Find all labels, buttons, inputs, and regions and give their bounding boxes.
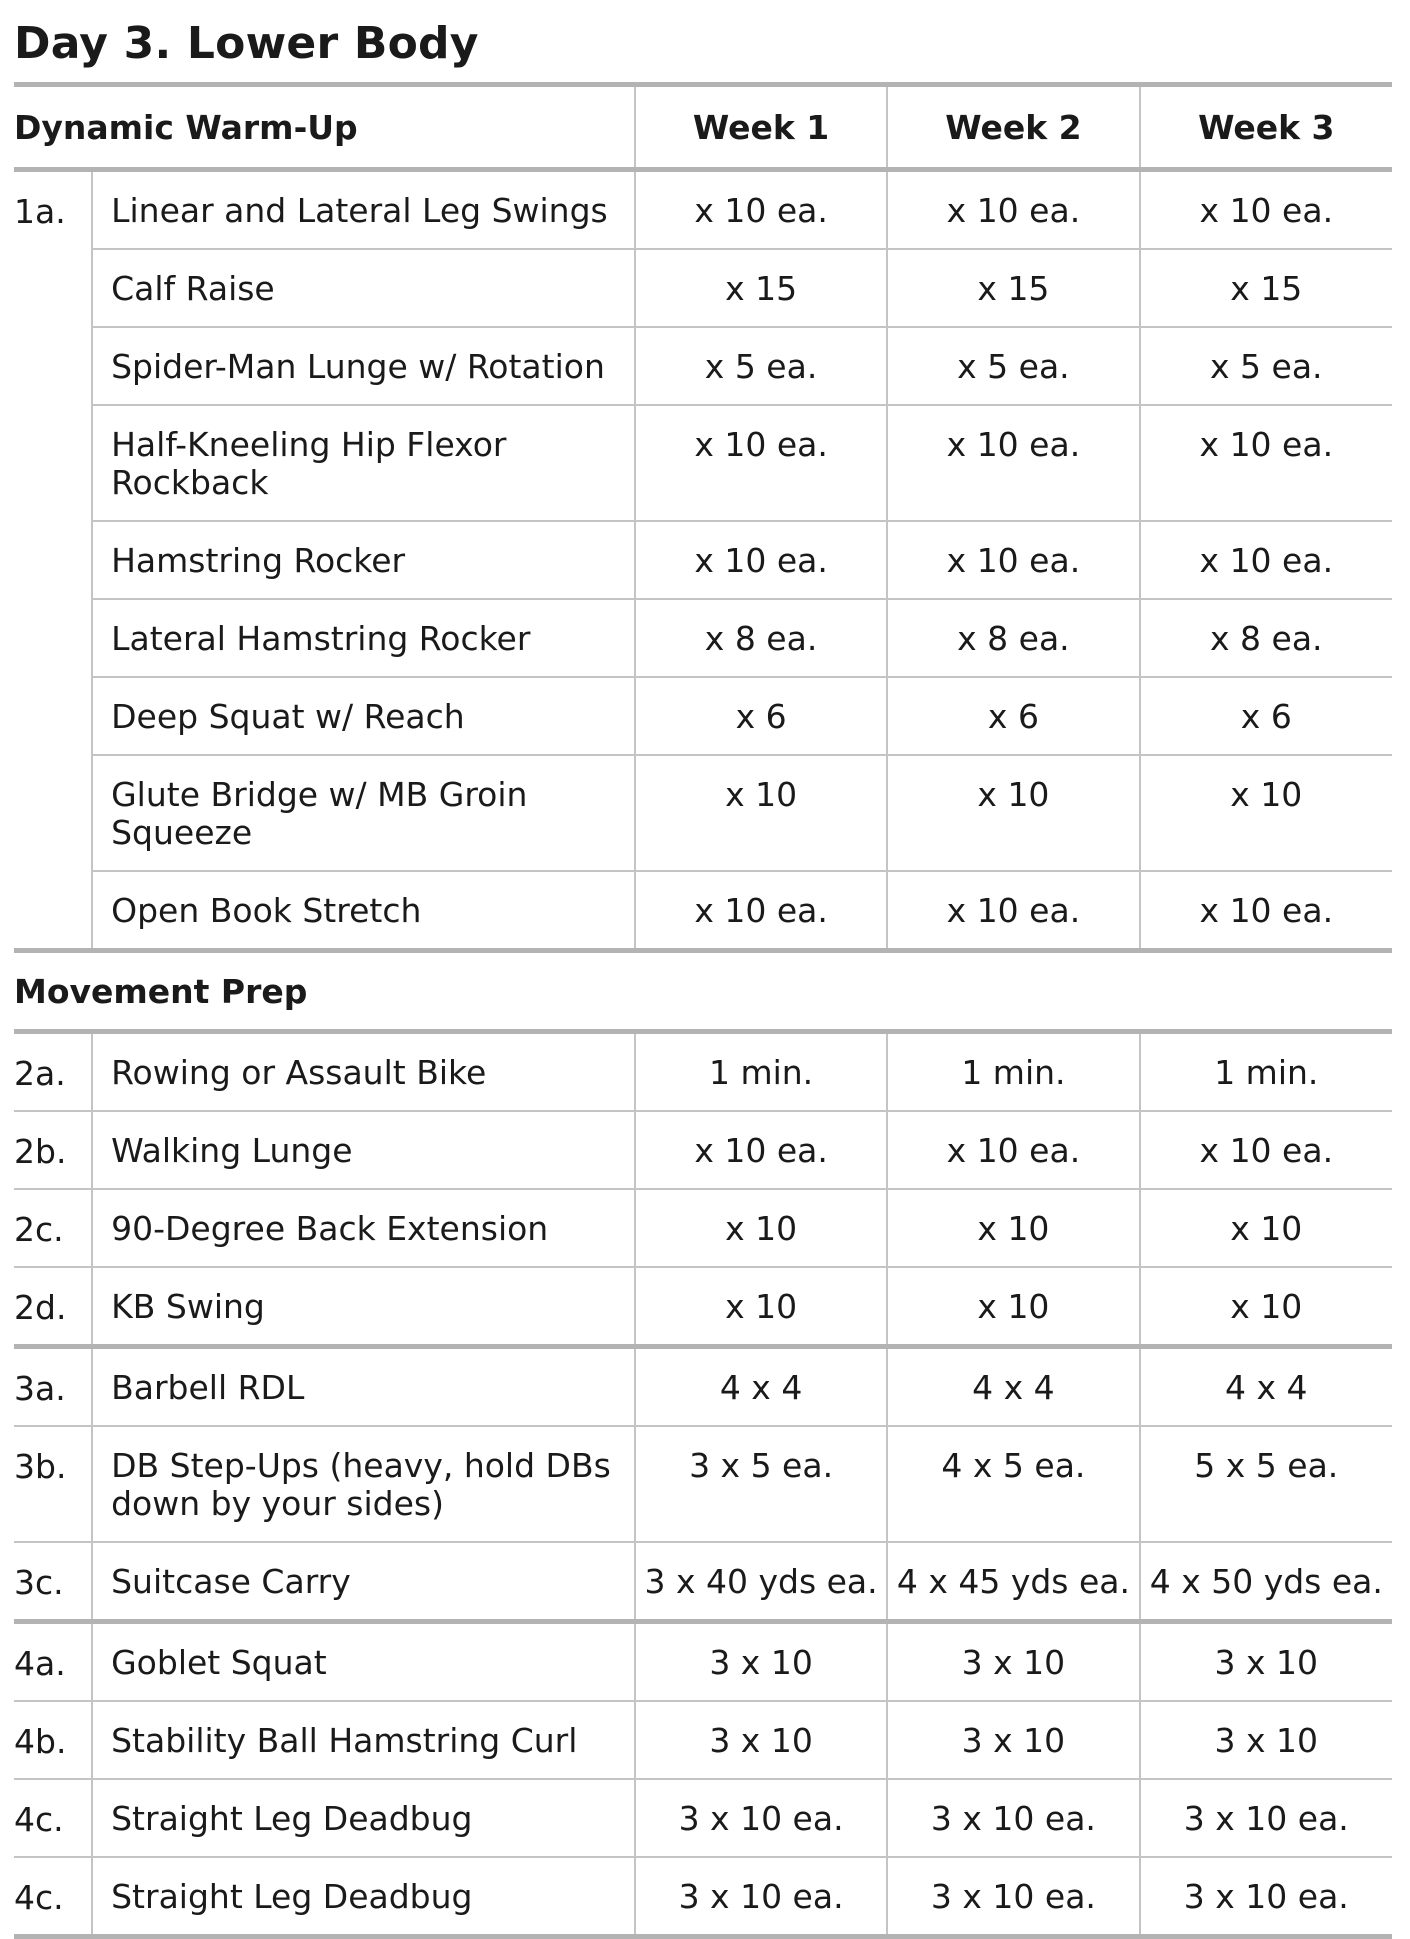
table-row (14, 599, 1392, 677)
week-1-value: x 15 (635, 249, 887, 327)
exercise-number (14, 599, 92, 677)
week-2-value: x 10 (887, 1189, 1139, 1267)
workout-table (14, 82, 1392, 1939)
exercise-number (14, 871, 92, 951)
table-row (14, 1622, 1392, 1702)
week-1-value: x 10 ea. (635, 170, 887, 250)
table-row (14, 1701, 1392, 1779)
week-2-value: x 15 (887, 249, 1139, 327)
week-1-value: 3 x 10 ea. (635, 1857, 887, 1937)
exercise-name: Straight Leg Deadbug (92, 1857, 635, 1937)
exercise-name: Lateral Hamstring Rocker (92, 599, 635, 677)
exercise-number: 4b. (14, 1701, 92, 1779)
exercise-name: Half-Kneeling Hip Flexor Rockback (92, 405, 635, 521)
week-1-value: 3 x 40 yds ea. (635, 1542, 887, 1622)
exercise-number: 2b. (14, 1111, 92, 1189)
exercise-name: Glute Bridge w/ MB Groin Squeeze (92, 755, 635, 871)
week-1-value: 1 min. (635, 1032, 887, 1112)
exercise-name: Rowing or Assault Bike (92, 1032, 635, 1112)
week-2-value: x 8 ea. (887, 599, 1139, 677)
table-row (14, 871, 1392, 951)
week-1-value: x 10 ea. (635, 521, 887, 599)
week-3-value: x 6 (1140, 677, 1392, 755)
week-2-value: x 5 ea. (887, 327, 1139, 405)
week-3-value: x 10 (1140, 1189, 1392, 1267)
table-row (14, 405, 1392, 521)
week-1-value: 3 x 10 (635, 1701, 887, 1779)
week-3-value: x 10 ea. (1140, 170, 1392, 250)
week-1-value: x 10 ea. (635, 405, 887, 521)
column-header-week-2: Week 2 (887, 85, 1139, 170)
week-2-value: 3 x 10 (887, 1701, 1139, 1779)
exercise-name: KB Swing (92, 1267, 635, 1347)
week-2-value: 3 x 10 ea. (887, 1779, 1139, 1857)
warmup-section (14, 170, 1392, 951)
exercise-name: Spider-Man Lunge w/ Rotation (92, 327, 635, 405)
exercise-name: Hamstring Rocker (92, 521, 635, 599)
exercise-name: Deep Squat w/ Reach (92, 677, 635, 755)
table-header-row (14, 85, 1392, 170)
exercise-number: 2c. (14, 1189, 92, 1267)
exercise-name: Calf Raise (92, 249, 635, 327)
week-1-value: 4 x 4 (635, 1347, 887, 1427)
column-header-week-3: Week 3 (1140, 85, 1392, 170)
week-3-value: x 10 ea. (1140, 1111, 1392, 1189)
week-3-value: x 10 (1140, 755, 1392, 871)
week-2-value: x 10 (887, 755, 1139, 871)
week-1-value: 3 x 10 ea. (635, 1779, 887, 1857)
week-2-value: x 10 ea. (887, 170, 1139, 250)
week-2-value: 4 x 45 yds ea. (887, 1542, 1139, 1622)
week-3-value: 1 min. (1140, 1032, 1392, 1112)
table-row (14, 1347, 1392, 1427)
column-header-week-1: Week 1 (635, 85, 887, 170)
movement-prep-section (14, 1032, 1392, 1937)
table-row (14, 1267, 1392, 1347)
exercise-number: 3b. (14, 1426, 92, 1542)
week-3-value: x 15 (1140, 249, 1392, 327)
table-row (14, 1542, 1392, 1622)
week-1-value: x 10 ea. (635, 871, 887, 951)
week-1-value: x 10 (635, 1189, 887, 1267)
exercise-number (14, 521, 92, 599)
exercise-name: Stability Ball Hamstring Curl (92, 1701, 635, 1779)
week-1-value: x 10 ea. (635, 1111, 887, 1189)
section-title-movement-prep: Movement Prep (14, 951, 1392, 1032)
exercise-number: 4a. (14, 1622, 92, 1702)
week-3-value: 5 x 5 ea. (1140, 1426, 1392, 1542)
week-2-value: x 10 ea. (887, 871, 1139, 951)
exercise-name: Linear and Lateral Leg Swings (92, 170, 635, 250)
week-3-value: 4 x 4 (1140, 1347, 1392, 1427)
table-row (14, 1426, 1392, 1542)
exercise-name: Goblet Squat (92, 1622, 635, 1702)
week-1-value: x 8 ea. (635, 599, 887, 677)
week-3-value: x 10 ea. (1140, 521, 1392, 599)
exercise-number: 1a. (14, 192, 66, 231)
week-2-value: x 10 ea. (887, 405, 1139, 521)
week-1-value: x 10 (635, 755, 887, 871)
table-row (14, 521, 1392, 599)
week-2-value: 1 min. (887, 1032, 1139, 1112)
exercise-number: 4c. (14, 1857, 92, 1937)
exercise-number (14, 677, 92, 755)
section-header-row (14, 951, 1392, 1032)
exercise-number (14, 249, 92, 327)
week-1-value: x 10 (635, 1267, 887, 1347)
week-3-value: 3 x 10 ea. (1140, 1857, 1392, 1937)
table-row (14, 1032, 1392, 1112)
week-3-value: x 10 ea. (1140, 405, 1392, 521)
exercise-number: 3c. (14, 1542, 92, 1622)
table-row (14, 755, 1392, 871)
exercise-number (14, 327, 92, 405)
week-3-value: x 10 ea. (1140, 871, 1392, 951)
week-3-value: x 5 ea. (1140, 327, 1392, 405)
week-3-value: x 8 ea. (1140, 599, 1392, 677)
exercise-number: 2d. (14, 1267, 92, 1347)
week-2-value: 3 x 10 ea. (887, 1857, 1139, 1937)
week-2-value: 4 x 4 (887, 1347, 1139, 1427)
exercise-name: 90-Degree Back Extension (92, 1189, 635, 1267)
exercise-name: Straight Leg Deadbug (92, 1779, 635, 1857)
week-1-value: x 5 ea. (635, 327, 887, 405)
week-3-value: 3 x 10 ea. (1140, 1779, 1392, 1857)
table-row (14, 1779, 1392, 1857)
exercise-name: Barbell RDL (92, 1347, 635, 1427)
table-row (14, 249, 1392, 327)
table-row (14, 1857, 1392, 1937)
section-title-warmup: Dynamic Warm-Up (14, 85, 635, 170)
week-3-value: 3 x 10 (1140, 1701, 1392, 1779)
exercise-name: Suitcase Carry (92, 1542, 635, 1622)
exercise-number: 3a. (14, 1347, 92, 1427)
week-2-value: x 10 ea. (887, 521, 1139, 599)
table-row (14, 1189, 1392, 1267)
week-3-value: 4 x 50 yds ea. (1140, 1542, 1392, 1622)
week-1-value: x 6 (635, 677, 887, 755)
exercise-number (14, 755, 92, 871)
table-row (14, 1111, 1392, 1189)
week-2-value: x 6 (887, 677, 1139, 755)
week-2-value: 3 x 10 (887, 1622, 1139, 1702)
week-2-value: x 10 (887, 1267, 1139, 1347)
table-row (14, 170, 1392, 250)
week-2-value: 4 x 5 ea. (887, 1426, 1139, 1542)
exercise-number: 4c. (14, 1779, 92, 1857)
exercise-name: Walking Lunge (92, 1111, 635, 1189)
week-2-value: x 10 ea. (887, 1111, 1139, 1189)
table-row (14, 677, 1392, 755)
week-3-value: x 10 (1140, 1267, 1392, 1347)
week-1-value: 3 x 5 ea. (635, 1426, 887, 1542)
page-title: Day 3. Lower Body (14, 18, 479, 69)
table-row (14, 327, 1392, 405)
week-1-value: 3 x 10 (635, 1622, 887, 1702)
exercise-number (14, 405, 92, 521)
exercise-name: Open Book Stretch (92, 871, 635, 951)
exercise-number: 2a. (14, 1032, 92, 1112)
exercise-name: DB Step-Ups (heavy, hold DBs down by your sides) (92, 1426, 635, 1542)
week-3-value: 3 x 10 (1140, 1622, 1392, 1702)
